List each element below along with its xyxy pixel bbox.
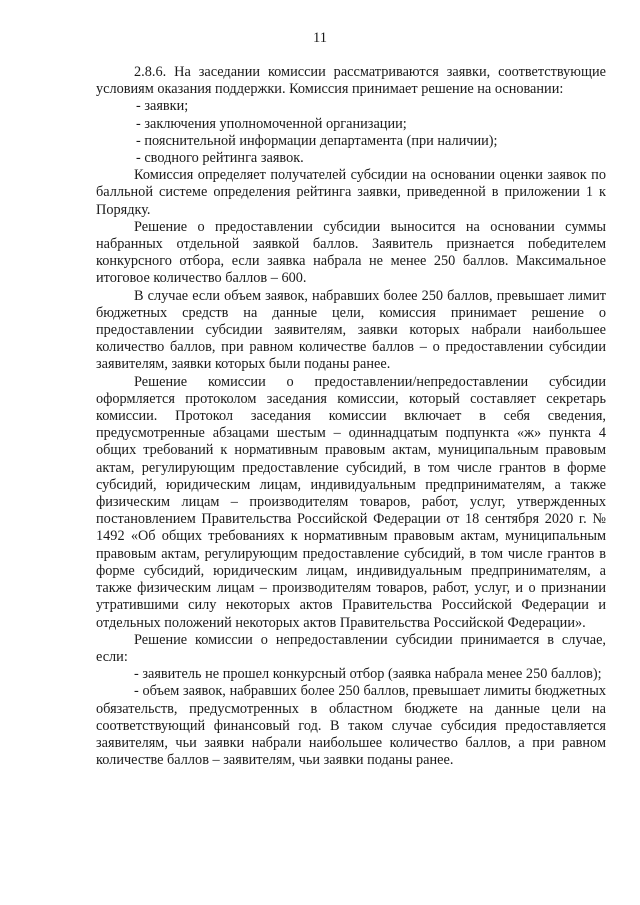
paragraph-decision-points: Решение о предоставлении субсидии выносится на основании суммы набранных отдельной заявкой баллов. Заявитель признается победителем конкурсного отбора, если заявка набрала не менее 250 баллов. Максимальное итоговое количество баллов – 600. bbox=[96, 218, 606, 287]
paragraph-recipients: Комиссия определяет получателей субсидии на основании оценки заявок по балльной системе определения рейтинга заявки, приведенной в приложении 1 к Порядку. bbox=[96, 167, 606, 218]
list-item-organization-conclusion: - заключения уполномоченной организации; bbox=[136, 115, 407, 132]
list-item-rating: - сводного рейтинга заявок. bbox=[136, 150, 304, 167]
page-number: 11 bbox=[313, 30, 327, 46]
paragraph-refusal-intro: Решение комиссии о непредоставлении субсидии принимается в случае, если: bbox=[96, 631, 606, 665]
list-item-application: - заявки; bbox=[136, 98, 189, 115]
list-item-refusal-score: - заявитель не прошел конкурсный отбор (заявка набрала менее 250 баллов); bbox=[134, 666, 602, 683]
paragraph-2-8-6: 2.8.6. На заседании комиссии рассматриваются заявки, соответствующие условиям оказания поддержки. Комиссия принимает решение на основании: bbox=[96, 64, 606, 98]
paragraph-budget-limit: В случае если объем заявок, набравших более 250 баллов, превышает лимит бюджетных средств на данные цели, комиссия принимает решение о предоставлении субсидии заявителям, заявки которых набрали наибольшее количество баллов, при равном количестве баллов – о предоставлении субсидии заявителям, заявки которых были поданы ранее. bbox=[96, 287, 606, 373]
list-item-refusal-limits: - объем заявок, набравших более 250 баллов, превышает лимиты бюджетных обязательств, предусмотренных в областном бюджете на данные цели на соответствующий финансовый год. В таком случае субсидия предоставляется заявителям, чьи заявки набрали наибольшее количество баллов, а при равном количестве баллов – заявителям, чьи заявки поданы ранее. bbox=[96, 683, 606, 769]
document-body bbox=[96, 64, 606, 769]
list-item-department-info: - пояснительной информации департамента (при наличии); bbox=[136, 132, 498, 149]
paragraph-protocol: Решение комиссии о предоставлении/непредоставлении субсидии оформляется протоколом заседания комиссии, который составляет секретарь комиссии. Протокол заседания комиссии включает в себя сведения, предусмотренные абзацами шестым – одиннадцатым подпункта «ж» пункта 4 общих требований к нормативным правовым актам, муниципальным правовым актам, регулирующим предоставление субсидий, в том числе грантов в форме субсидий, юридическим лицам, индивидуальным предпринимателям, а также физическим лицам – производителям товаров, работ, услуг, утвержденных постановлением Правительства Российской Федерации от 18 сентября 2020 г. № 1492 «Об общих требованиях к нормативным правовым актам, муниципальным правовым актам, регулирующим предоставление субсидий, в том числе грантов в форме субсидий, юридическим лицам, индивидуальным предпринимателям, а также физическим лицам – производителям товаров, работ, услуг, и о признании утратившими силу некоторых актов Правительства Российской Федерации и отдельных положений некоторых актов Правительства Российской Федерации». bbox=[96, 373, 606, 631]
